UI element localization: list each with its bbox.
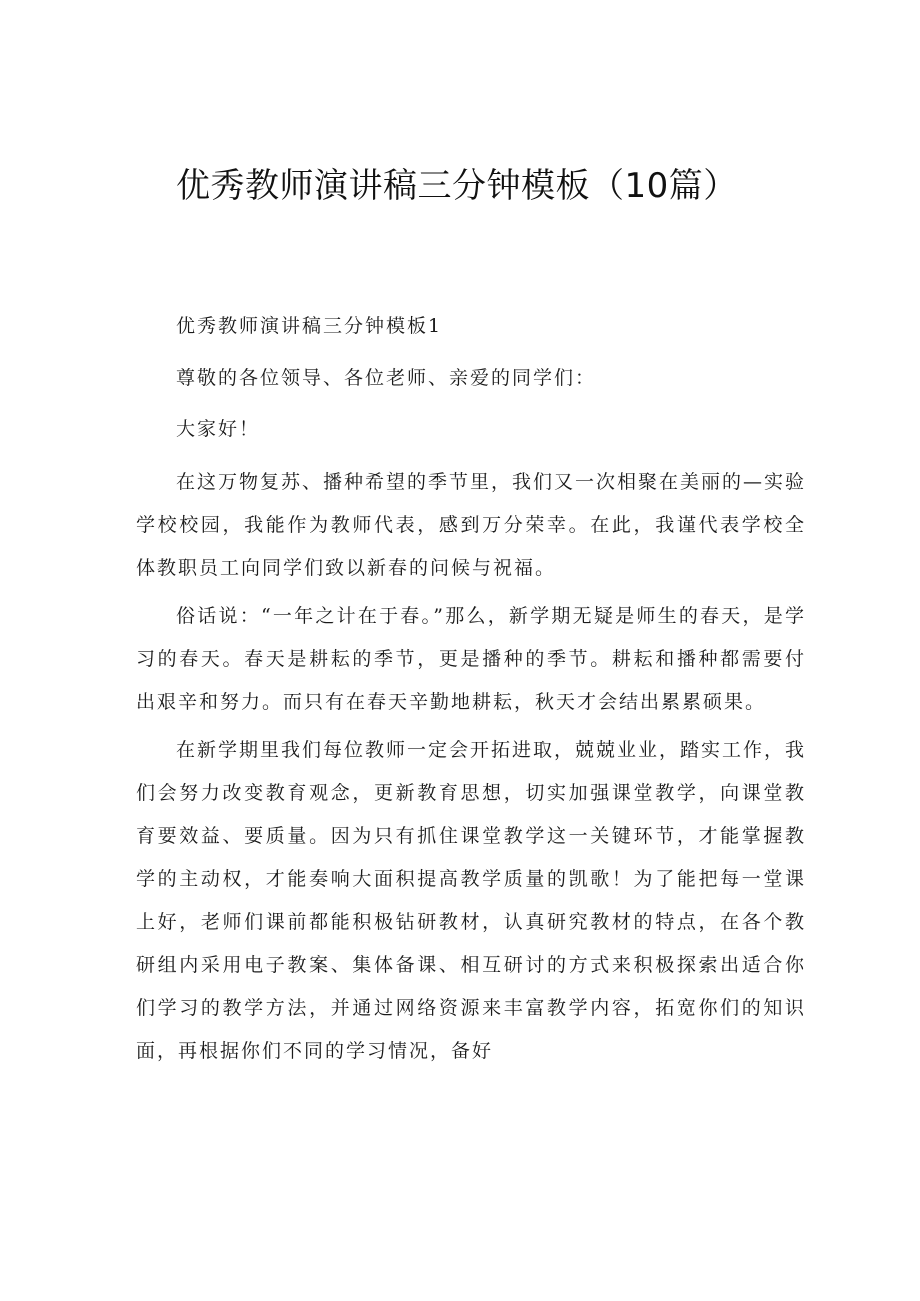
body-paragraph: 俗话说：“一年之计在于春。”那么，新学期无疑是师生的春天，是学习的春天。春天是耕耘的季节，更是播种的季节。耕耘和播种都需要付出艰辛和努力。而只有在春天辛勤地耕耘，秋天才会结出累累硕果。 — [136, 605, 806, 713]
greeting-line: 大家好！ — [176, 418, 261, 440]
body-paragraph: 在这万物复苏、播种希望的季节里，我们又一次相聚在美丽的—实验学校校园，我能作为教师代表，感到万分荣幸。在此，我谨代表学校全体教职员工向同学们致以新春的问候与祝福。 — [136, 471, 807, 579]
document-body — [136, 305, 806, 1078]
document-title: 优秀教师演讲稿三分钟模板（10篇） — [176, 166, 738, 206]
body-paragraph: 在新学期里我们每位教师一定会开拓进取，兢兢业业，踏实工作，我们会努力改变教育观念，更新教育思想，切实加强课堂教学，向课堂教育要效益、要质量。因为只有抓住课堂教学这一关键环节，才能掌握教学的主动权，才能奏响大面积提高教学质量的凯歌！为了能把每一堂课上好，老师们课前都能积极钻研教材，认真研究教材的特点，在各个教研组内采用电子教案、集体备课、相互研讨的方式来积极探索出适合你们学习的教学方法，并通过网络资源来丰富教学内容，拓宽你们的知识面，再根据你们不同的学习情况，备好 — [136, 739, 807, 1062]
salutation-line: 尊敬的各位领导、各位老师、亲爱的同学们： — [176, 367, 597, 389]
section-heading: 优秀教师演讲稿三分钟模板1 — [176, 315, 443, 337]
